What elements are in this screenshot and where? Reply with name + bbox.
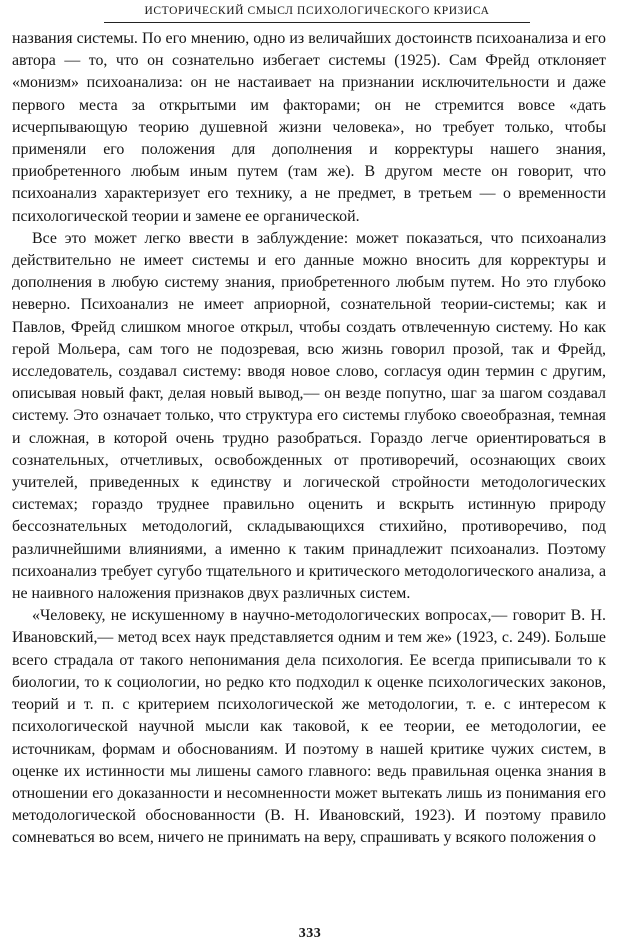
page-number: 333 (298, 926, 322, 941)
running-header: ИСТОРИЧЕСКИЙ СМЫСЛ ПСИХОЛОГИЧЕСКОГО КРИЗИСА (104, 4, 530, 23)
paragraph: «Человеку, не искушенному в научно-методологических вопросах,— говорит В. Н. Ивановский,— метод всех наук представляется одним и тем же» (1923, с. 249). Больше всего страдала от такого непонимания дела психология. Ее всегда приписывали то к биологии, то к социологии, но редко кто подходил к оценке психологических законов, теорий и т. п. с критерием психологической же методологии, т. е. с интересом к психологической научной мысли как таковой, к ее теории, ее методологии, ее источникам, формам и обоснованиям. И поэтому в нашей критике чужих систем, в оценке их истинности мы лишены самого главного: ведь правильная оценка знания в отношении его доказанности и несомненности может вытекать лишь из понимания его методологической обоснованности (В. Н. Ивановский, 1923). И поэтому правило сомневаться во всем, ничего не принимать на веру, спрашивать у всякого положения о (12, 607, 606, 847)
paragraph-continued: названия системы. По его мнению, одно из величайших достоинств психоанализа и его автора — то, что он сознательно избегает системы (1925). Сам Фрейд отклоняет «монизм» психоанализа: он не настаивает на признании исключительности и даже первого места за открытыми им факторами; он не стремится вовсе «дать исчерпывающую теорию душевной жизни человека», но требует только, чтобы применяли его положения для дополнения и корректуры нашего знания, приобретенного любым иным путем (там же). В другом месте он говорит, что психоанализ характеризует его технику, а не предмет, в третьем — о временности психологической теории и замене ее органической. (12, 30, 606, 225)
body-text (12, 28, 606, 850)
paragraph: Все это может легко ввести в заблуждение: может показаться, что психоанализ действительно не имеет системы и его данные можно вносить для корректуры и дополнения в любую систему знания, приобретенного любым путем. Но это глубоко неверно. Психоанализ не имеет априорной, сознательной теории-системы; как и Павлов, Фрейд слишком многое открыл, чтобы создать отвлеченную систему. Но как герой Мольера, сам того не подозревая, всю жизнь говорил прозой, так и Фрейд, исследователь, создавал систему: вводя новое слово, согласуя один термин с другим, описывая новый факт, делая новый вывод,— он везде попутно, шаг за шагом создавал систему. Это означает только, что структура его системы глубоко своеобразная, темная и сложная, в которой очень трудно разобраться. Гораздо легче ориентироваться в сознательных, отчетливых, освобожденных от противоречий, осознающих своих учителей, приведенных к единству и логической стройности методологических системах; гораздо труднее правильно оценить и вскрыть истинную природу бессознательных методологий, складывающихся стихийно, противоречиво, под различнейшими влияниями, а именно к таким принадлежит психоанализ. Поэтому психоанализ требует сугубо тщательного и критического методологического анализа, а не наивного наложения признаков двух различных систем. (12, 229, 606, 603)
